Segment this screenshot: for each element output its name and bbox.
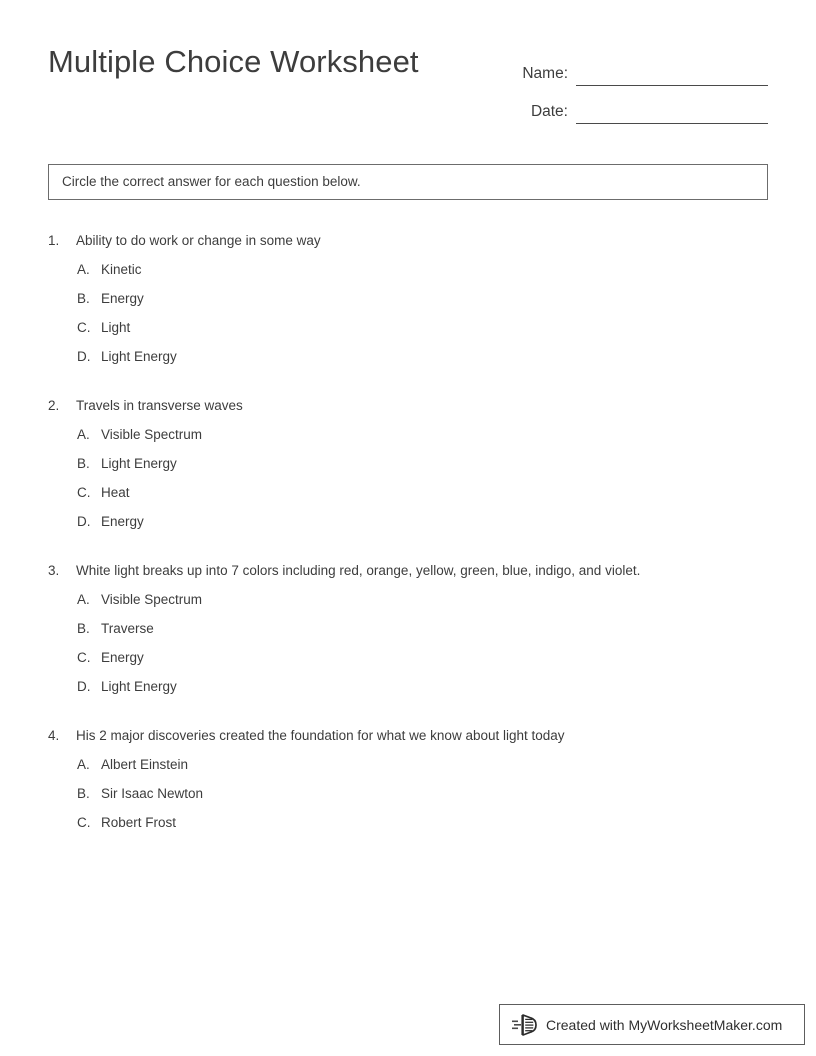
- option-list: [48, 755, 780, 842]
- option-row[interactable]: [48, 454, 780, 483]
- question-stem: [48, 726, 780, 745]
- option-letter: C.: [77, 320, 91, 335]
- question-number: 4.: [48, 728, 60, 743]
- question-text: His 2 major discoveries created the foundation for what we know about light today: [76, 728, 565, 743]
- page-title: Multiple Choice Worksheet: [48, 44, 419, 79]
- question-block: [48, 396, 780, 541]
- option-letter: A.: [77, 592, 90, 607]
- date-field-label: Date:: [530, 103, 568, 120]
- option-list: [48, 425, 780, 541]
- option-text: Robert Frost: [101, 815, 177, 830]
- option-letter: D.: [77, 349, 91, 364]
- question-stem: [48, 561, 780, 580]
- option-text: Light Energy: [101, 349, 177, 364]
- option-list: [48, 590, 780, 706]
- footer-badge-text: Created with MyWorksheetMaker.com: [546, 1016, 783, 1033]
- question-text: White light breaks up into 7 colors including red, orange, yellow, green, blue, indigo, and violet.: [76, 563, 641, 578]
- option-text: Energy: [101, 514, 144, 529]
- option-row[interactable]: [48, 260, 780, 289]
- option-row[interactable]: [48, 813, 780, 842]
- option-row[interactable]: [48, 784, 780, 813]
- question-block: [48, 561, 780, 706]
- option-row[interactable]: [48, 512, 780, 541]
- question-block: [48, 726, 780, 842]
- option-letter: A.: [77, 757, 90, 772]
- name-field-row: [460, 48, 768, 86]
- option-text: Energy: [101, 650, 144, 665]
- option-letter: D.: [77, 679, 91, 694]
- option-letter: A.: [77, 262, 90, 277]
- option-row[interactable]: [48, 590, 780, 619]
- option-text: Visible Spectrum: [101, 592, 203, 607]
- worksheet-maker-logo-icon: [512, 1013, 538, 1037]
- name-field-label: Name:: [522, 65, 568, 82]
- option-row[interactable]: [48, 483, 780, 512]
- date-field-row: [460, 86, 768, 124]
- option-text: Traverse: [101, 621, 154, 636]
- option-letter: B.: [77, 291, 90, 306]
- question-number: 2.: [48, 398, 60, 413]
- question-stem: [48, 231, 780, 250]
- option-row[interactable]: [48, 425, 780, 454]
- option-letter: C.: [77, 485, 91, 500]
- student-fields: [460, 48, 768, 124]
- option-text: Light Energy: [101, 679, 177, 694]
- question-number: 3.: [48, 563, 60, 578]
- option-row[interactable]: [48, 318, 780, 347]
- option-list: [48, 260, 780, 376]
- instruction-text: Circle the correct answer for each question below.: [62, 174, 361, 189]
- option-text: Visible Spectrum: [101, 427, 203, 442]
- questions-list: [48, 231, 780, 862]
- option-row[interactable]: [48, 755, 780, 784]
- option-row[interactable]: [48, 289, 780, 318]
- option-letter: D.: [77, 514, 91, 529]
- option-letter: A.: [77, 427, 90, 442]
- question-stem: [48, 396, 780, 415]
- question-number: 1.: [48, 233, 60, 248]
- option-letter: C.: [77, 815, 91, 830]
- instruction-box: [48, 164, 768, 200]
- option-row[interactable]: [48, 347, 780, 376]
- option-row[interactable]: [48, 677, 780, 706]
- option-text: Sir Isaac Newton: [101, 786, 204, 801]
- option-text: Energy: [101, 291, 144, 306]
- option-letter: B.: [77, 456, 90, 471]
- option-text: Light: [101, 320, 131, 335]
- option-row[interactable]: [48, 619, 780, 648]
- question-block: [48, 231, 780, 376]
- footer-badge[interactable]: [499, 1004, 805, 1045]
- option-text: Kinetic: [101, 262, 142, 277]
- date-field-line[interactable]: [576, 102, 768, 124]
- option-letter: B.: [77, 621, 90, 636]
- option-text: Heat: [101, 485, 130, 500]
- worksheet-header: [48, 42, 768, 122]
- question-text: Travels in transverse waves: [76, 398, 243, 413]
- option-row[interactable]: [48, 648, 780, 677]
- option-text: Light Energy: [101, 456, 177, 471]
- option-text: Albert Einstein: [101, 757, 189, 772]
- question-text: Ability to do work or change in some way: [76, 233, 321, 248]
- option-letter: B.: [77, 786, 90, 801]
- option-letter: C.: [77, 650, 91, 665]
- name-field-line[interactable]: [576, 64, 768, 86]
